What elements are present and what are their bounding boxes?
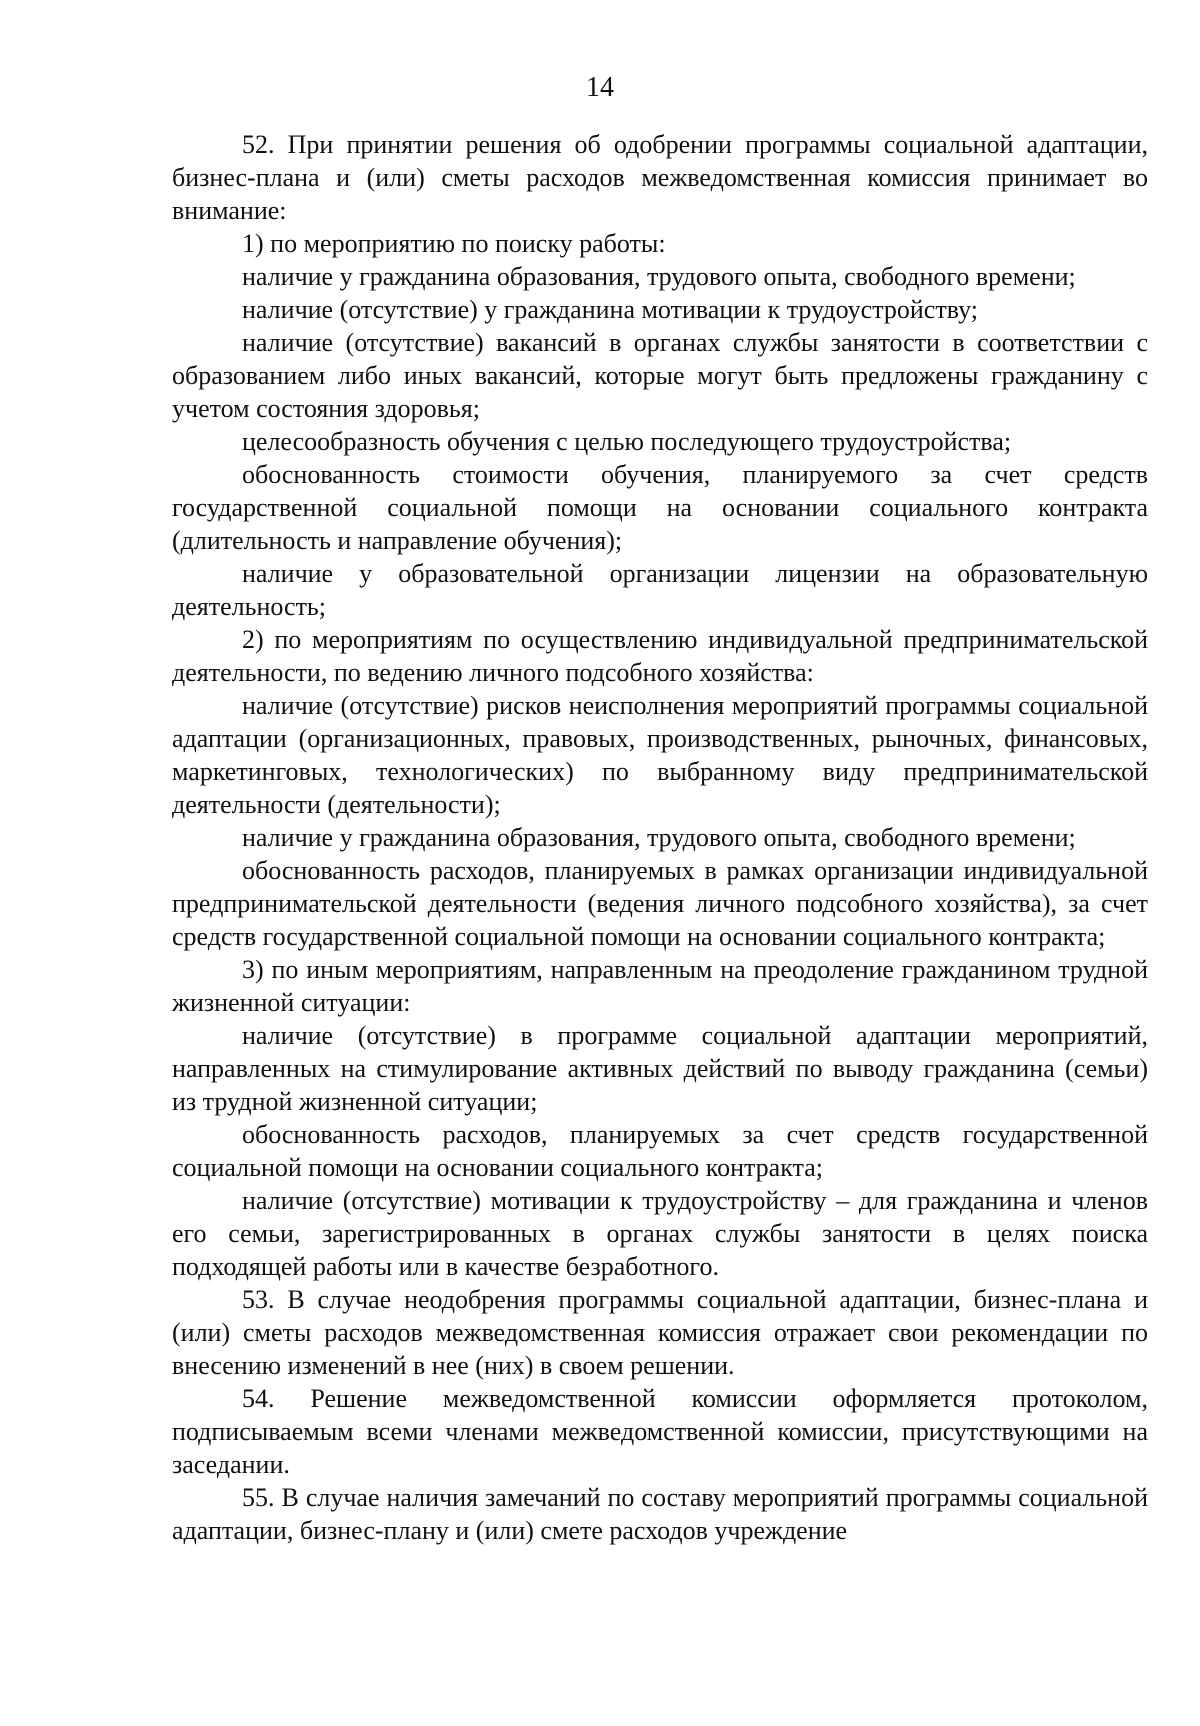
paragraph: наличие у гражданина образования, трудового опыта, свободного времени;: [242, 262, 1076, 291]
paragraph: 3) по иным мероприятиям, направленным на преодоление гражданином трудной жизненной ситуации:: [172, 955, 1148, 1017]
paragraph: 54. Решение межведомственной комиссии оформляется протоколом, подписываемым всеми членами межведомственной комиссии, присутствующими на заседании.: [172, 1384, 1148, 1479]
paragraph: обоснованность расходов, планируемых за счет средств государственной социальной помощи на основании социального контракта;: [172, 1120, 1148, 1182]
paragraph: обоснованность расходов, планируемых в рамках организации индивидуальной предпринимательской деятельности (ведения личного подсобного хозяйства), за счет средств государственной социальной помощи на основании социального контракта;: [172, 856, 1148, 951]
paragraph: обоснованность стоимости обучения, планируемого за счет средств государственной социальной помощи на основании социального контракта (длительность и направление обучения);: [172, 460, 1148, 555]
page-number: 14: [586, 72, 614, 103]
document-body: [172, 128, 1148, 1547]
paragraph: 52. При принятии решения об одобрении программы социальной адаптации, бизнес-плана и (или) сметы расходов межведомственная комиссия принимает во внимание:: [172, 130, 1148, 225]
paragraph: наличие (отсутствие) у гражданина мотивации к трудоустройству;: [242, 295, 978, 324]
paragraph: 53. В случае неодобрения программы социальной адаптации, бизнес-плана и (или) сметы расходов межведомственная комиссия отражает свои рекомендации по внесению изменений в нее (них) в своем решении.: [172, 1285, 1148, 1380]
paragraph: целесообразность обучения с целью последующего трудоустройства;: [242, 427, 1012, 456]
paragraph: наличие (отсутствие) вакансий в органах службы занятости в соответствии с образованием либо иных вакансий, которые могут быть предложены гражданину с учетом состояния здоровья;: [172, 328, 1148, 423]
paragraph: 2) по мероприятиям по осуществлению индивидуальной предпринимательской деятельности, по ведению личного подсобного хозяйства:: [172, 625, 1148, 687]
paragraph: наличие (отсутствие) в программе социальной адаптации мероприятий, направленных на стимулирование активных действий по выводу гражданина (семьи) из трудной жизненной ситуации;: [172, 1021, 1148, 1116]
paragraph: наличие (отсутствие) рисков неисполнения мероприятий программы социальной адаптации (организационных, правовых, производственных, рыночных, финансовых, маркетинговых, технологических) по выбранному виду предпринимательской деятельности (деятельности);: [172, 691, 1148, 819]
paragraph: 1) по мероприятию по поиску работы:: [242, 229, 666, 258]
paragraph: наличие у образовательной организации лицензии на образовательную деятельность;: [172, 559, 1148, 621]
paragraph: наличие (отсутствие) мотивации к трудоустройству – для гражданина и членов его семьи, зарегистрированных в органах службы занятости в целях поиска подходящей работы или в качестве безработного.: [172, 1186, 1148, 1281]
paragraph: наличие у гражданина образования, трудового опыта, свободного времени;: [242, 823, 1076, 852]
paragraph: 55. В случае наличия замечаний по составу мероприятий программы социальной адаптации, бизнес-плану и (или) смете расходов учреждение: [172, 1483, 1148, 1545]
